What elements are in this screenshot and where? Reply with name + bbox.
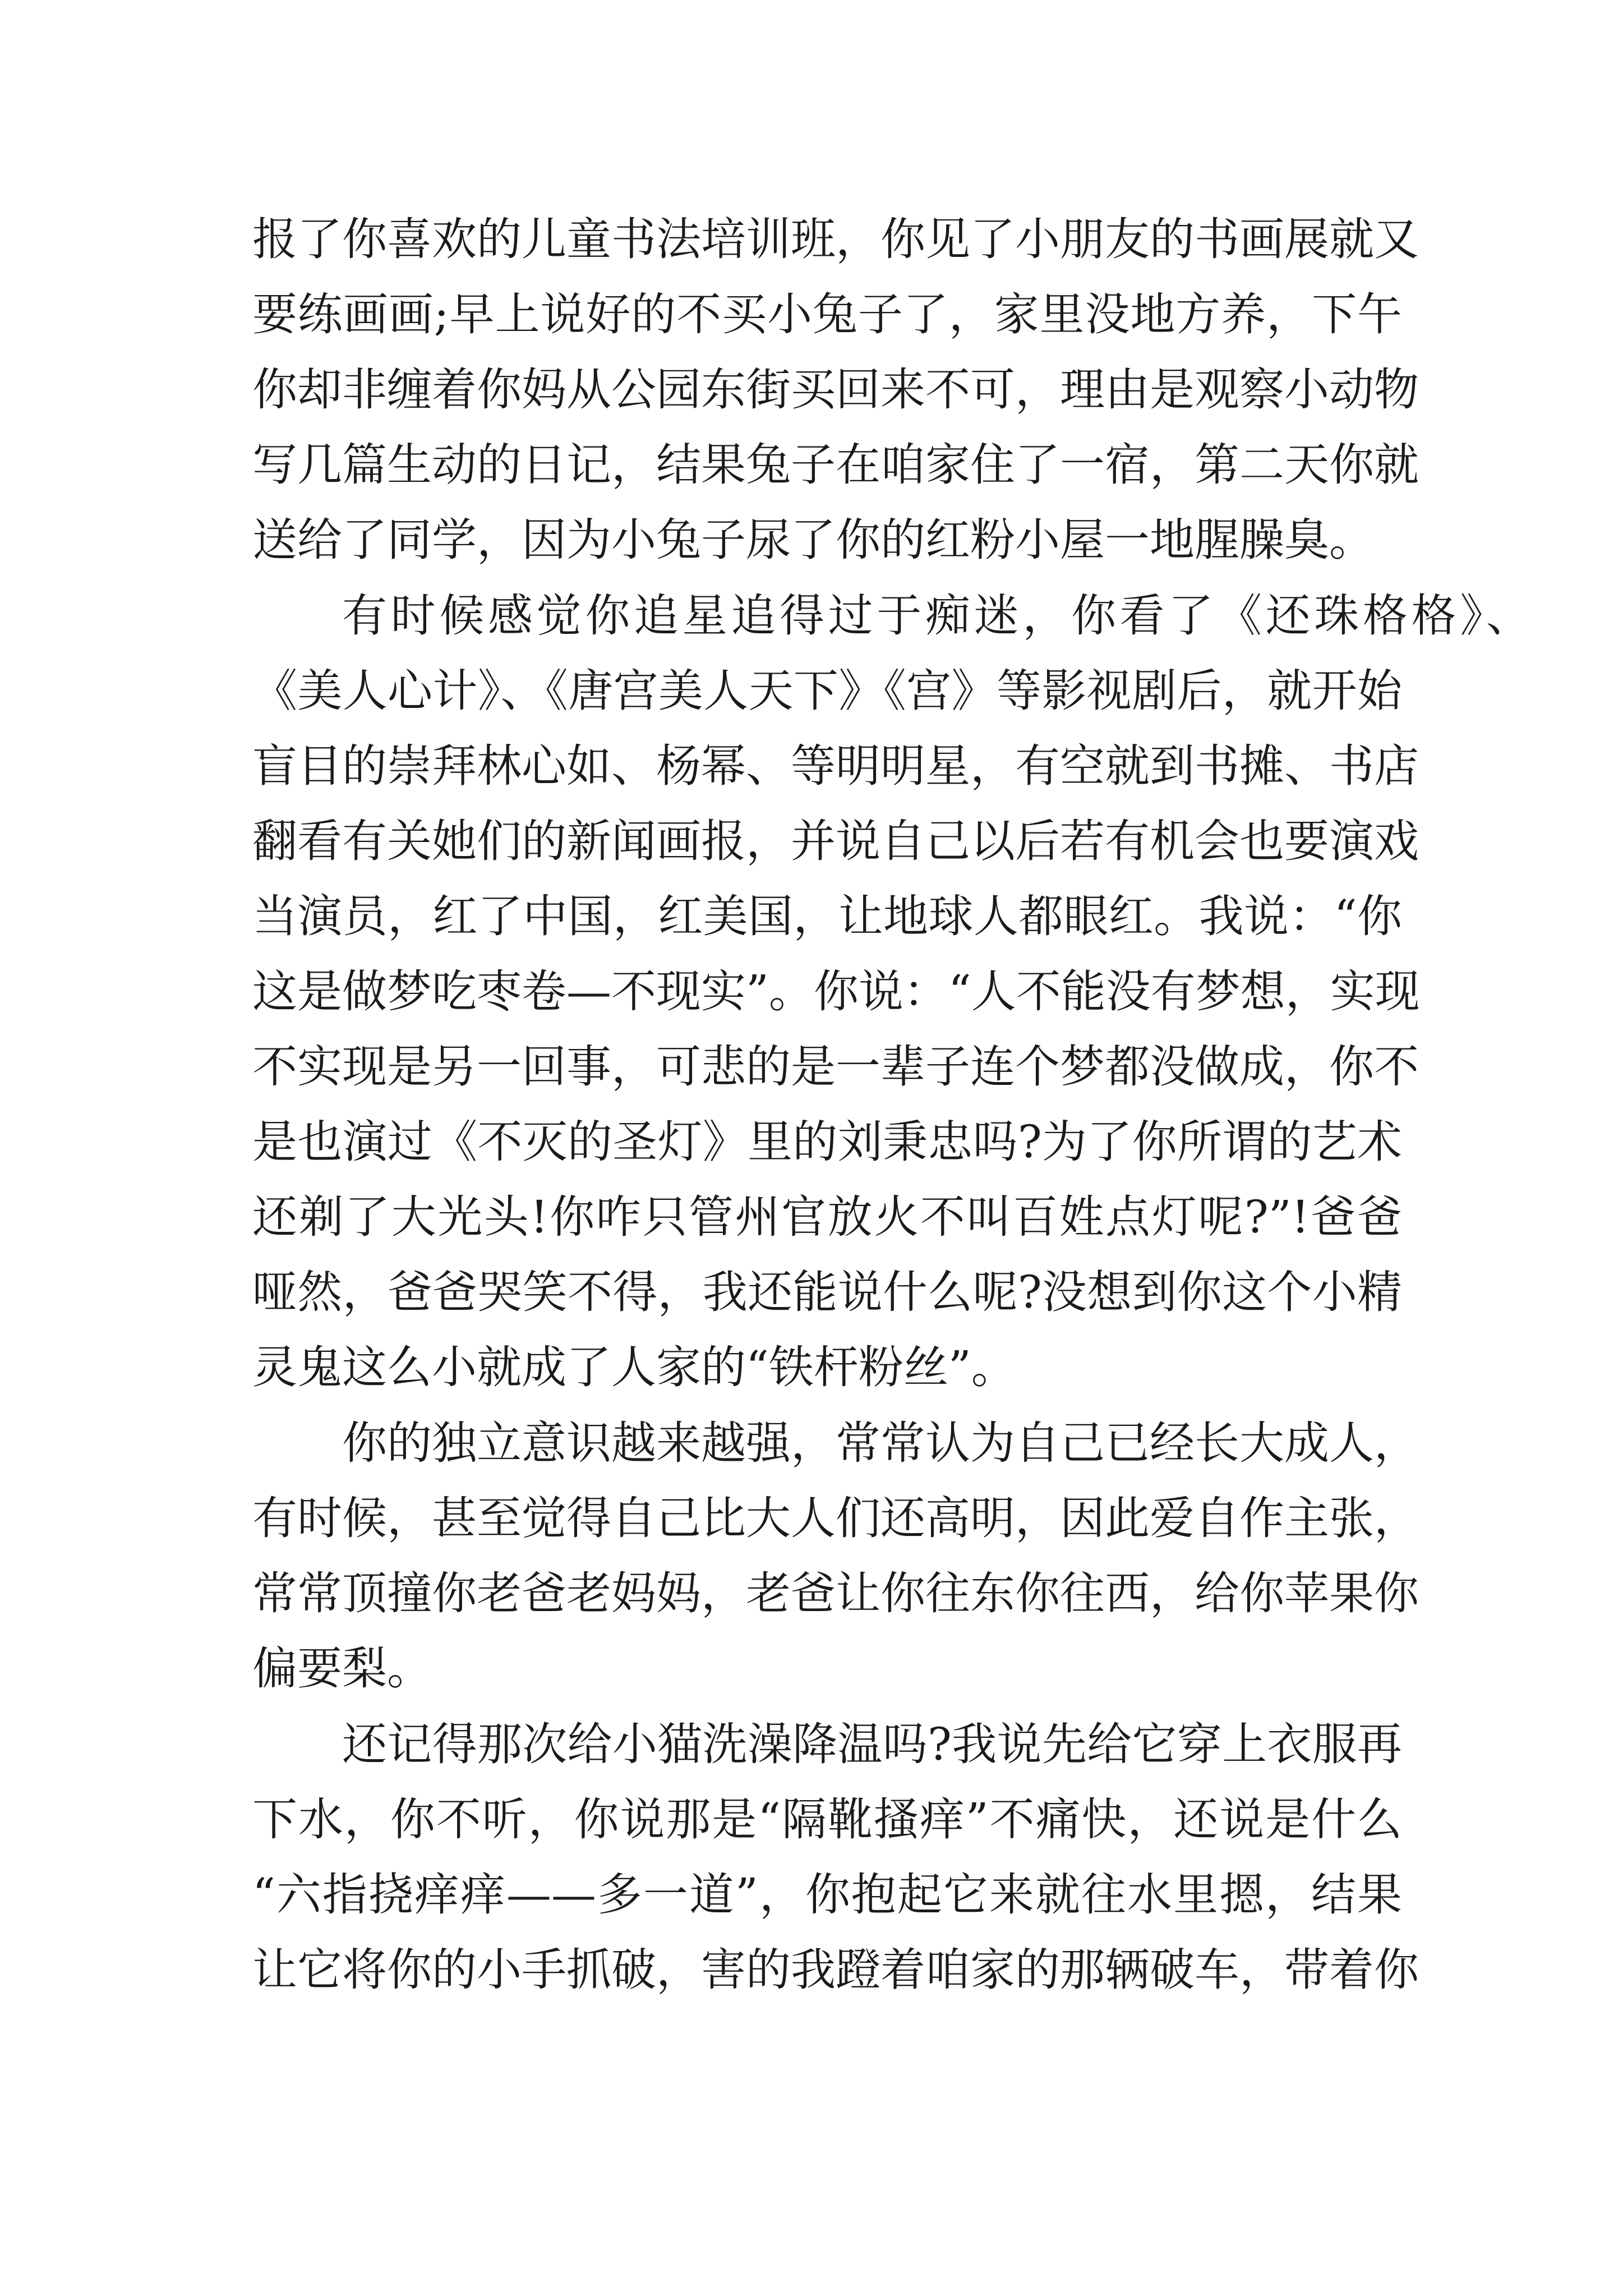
text-line: 当演员，红了中国，红美国，让地球人都眼红。我说：“你	[252, 890, 1402, 942]
paragraph-first-line: 还记得那次给小猫洗澡降温吗?我说先给它穿上衣服再	[342, 1718, 1402, 1770]
text-line: 盲目的崇拜林心如、杨幂、等明明星，有空就到书摊、书店	[252, 740, 1419, 792]
text-line: 让它将你的小手抓破，害的我蹬着咱家的那辆破车，带着你	[252, 1944, 1419, 1996]
text-line: 送给了同学，因为小兔子尿了你的红粉小屋一地腥臊臭。	[252, 514, 1374, 566]
paragraph-first-line: 你的独立意识越来越强，常常认为自己已经长大成人，	[342, 1417, 1419, 1469]
text-line: 有时候，甚至觉得自己比大人们还高明，因此爱自作主张，	[252, 1492, 1419, 1544]
text-line: 是也演过《不灭的圣灯》里的刘秉忠吗?为了你所谓的艺术	[252, 1116, 1402, 1168]
text-line: 下水，你不听，你说那是“隔靴搔痒”不痛快，还说是什么	[252, 1793, 1402, 1846]
text-line: 哑然，爸爸哭笑不得，我还能说什么呢?没想到你这个小精	[252, 1266, 1402, 1318]
text-line: 偏要梨。	[252, 1642, 432, 1695]
text-line: 你却非缠着你妈从公园东街买回来不可，理由是观察小动物	[252, 364, 1419, 416]
text-line: 灵鬼这么小就成了人家的“铁杆粉丝”。	[252, 1341, 1016, 1393]
text-line: 翻看有关她们的新闻画报，并说自己以后若有机会也要演戏	[252, 815, 1419, 867]
text-line: 报了你喜欢的儿童书法培训班，你见了小朋友的书画展就又	[252, 213, 1419, 265]
text-line: 这是做梦吃枣卷—不现实”。你说：“人不能没有梦想，实现	[252, 965, 1420, 1018]
text-line: 还剃了大光头!你咋只管州官放火不叫百姓点灯呢?”!爸爸	[252, 1191, 1402, 1243]
paragraph-first-line: 有时候感觉你追星追得过于痴迷，你看了《还珠格格》、	[342, 590, 1531, 642]
text-line: 常常顶撞你老爸老妈妈，老爸让你往东你往西，给你苹果你	[252, 1567, 1419, 1619]
text-line: “六指挠痒痒——多一道”，你抱起它来就往水里摁，结果	[252, 1869, 1402, 1921]
text-line: 不实现是另一回事，可悲的是一辈子连个梦都没做成，你不	[252, 1041, 1419, 1093]
text-line: 要练画画;早上说好的不买小兔子了，家里没地方养，下午	[252, 288, 1402, 341]
text-line: 《美人心计》、《唐宫美人天下》《宫》等影视剧后，就开始	[252, 665, 1402, 717]
text-line: 写几篇生动的日记，结果兔子在咱家住了一宿，第二天你就	[252, 439, 1419, 491]
